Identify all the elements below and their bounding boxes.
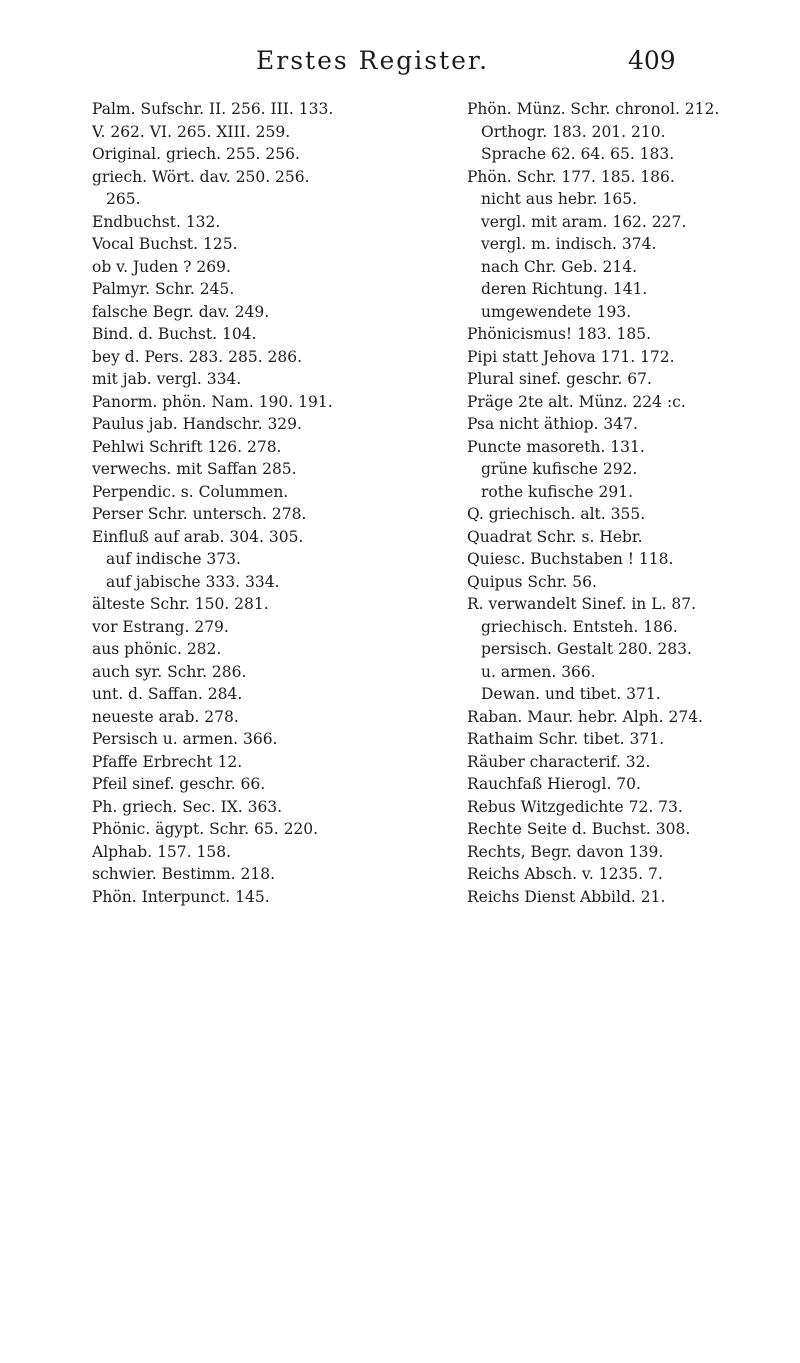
index-entry: vor Estrang. 279.	[92, 617, 229, 636]
index-entry: Phön. Interpunct. 145.	[92, 887, 270, 906]
index-entry: falsche Begr. dav. 249.	[92, 302, 270, 321]
index-entry: 265.	[106, 190, 141, 208]
index-entry: Psa nicht äthiop. 347.	[467, 415, 638, 433]
running-title: Erstes Register.	[256, 46, 490, 75]
index-entry: griech. Wört. dav. 250. 256.	[92, 167, 310, 186]
index-entry: verwechs. mit Saffan 285.	[92, 460, 297, 478]
index-entry: deren Richtung. 141.	[481, 280, 648, 298]
index-entry: nicht aus hebr. 165.	[481, 190, 638, 208]
index-entry: Reichs Dienst Abbild. 21.	[467, 887, 666, 906]
index-entry: Phönicismus! 183. 185.	[467, 325, 652, 343]
index-entry: Endbuchst. 132.	[92, 212, 221, 231]
index-entry: Sprache 62. 64. 65. 183.	[481, 145, 675, 163]
index-entry: Phön. Schr. 177. 185. 186.	[467, 167, 675, 186]
index-entry: Dewan. und tibet. 371.	[481, 685, 661, 703]
index-entry: vergl. m. indisch. 374.	[481, 235, 657, 253]
index-entry: Q. griechisch. alt. 355.	[467, 505, 646, 523]
index-entry: auch syr. Schr. 286.	[92, 662, 247, 681]
index-column-right	[467, 98, 787, 908]
index-entry: Rauchfaß Hierogl. 70.	[467, 775, 641, 793]
index-entry: ob v. Juden ? 269.	[92, 257, 231, 276]
index-entry: Pfeil sinef. geschr. 66.	[92, 775, 266, 793]
index-entry: Quiesc. Buchstaben ! 118.	[467, 550, 674, 568]
index-entry: Ph. griech. Sec. IX. 363.	[92, 797, 283, 816]
index-entry: Bind. d. Buchst. 104.	[92, 325, 257, 343]
index-entry: griechisch. Entsteh. 186.	[481, 617, 678, 636]
index-entry: Palm. Sufschr. II. 256. III. 133.	[92, 100, 334, 118]
index-entry: u. armen. 366.	[481, 662, 596, 681]
index-entry: vergl. mit aram. 162. 227.	[481, 212, 687, 231]
index-entry: persisch. Gestalt 280. 283.	[481, 640, 692, 658]
index-entry: umgewendete 193.	[481, 302, 632, 321]
index-entry: Original. griech. 255. 256.	[92, 145, 300, 163]
index-entry: unt. d. Saffan. 284.	[92, 685, 243, 703]
index-entry: Pfaffe Erbrecht 12.	[92, 752, 243, 771]
index-entry: auf jabische 333. 334.	[106, 572, 280, 591]
index-entry: älteste Schr. 150. 281.	[92, 595, 269, 613]
index-entry: aus phönic. 282.	[92, 640, 222, 658]
index-entry: Präge 2te alt. Münz. 224 :c.	[467, 392, 686, 411]
index-entry: Palmyr. Schr. 245.	[92, 280, 235, 298]
index-entry: mit jab. vergl. 334.	[92, 370, 242, 388]
index-entry: Rechte Seite d. Buchst. 308.	[467, 820, 691, 838]
index-entry: Vocal Buchst. 125.	[92, 235, 238, 253]
index-entry: Pehlwi Schrift 126. 278.	[92, 437, 282, 456]
index-entry: grüne kufische 292.	[481, 460, 638, 478]
index-entry: V. 262. VI. 265. XIII. 259.	[92, 122, 291, 141]
index-entry: neueste arab. 278.	[92, 707, 239, 726]
index-entry: Puncte masoreth. 131.	[467, 437, 645, 456]
running-header	[0, 46, 800, 86]
index-entry: Alphab. 157. 158.	[92, 842, 232, 861]
index-entry: Räuber characterif. 32.	[467, 752, 651, 771]
page-number: 409	[628, 46, 676, 75]
index-entry: Plural sinef. geschr. 67.	[467, 370, 652, 388]
index-entry: Orthogr. 183. 201. 210.	[481, 122, 666, 141]
index-entry: Rathaim Schr. tibet. 371.	[467, 730, 665, 748]
index-entry: Phön. Münz. Schr. chronol. 212.	[467, 100, 720, 118]
index-entry: Pipi statt Jehova 171. 172.	[467, 347, 675, 366]
index-entry: nach Chr. Geb. 214.	[481, 257, 638, 276]
index-entry: Rechts, Begr. davon 139.	[467, 842, 664, 861]
index-entry: R. verwandelt Sinef. in L. 87.	[467, 595, 696, 613]
index-entry: Paulus jab. Handschr. 329.	[92, 415, 302, 433]
index-entry: Quipus Schr. 56.	[467, 572, 597, 591]
index-entry: Persisch u. armen. 366.	[92, 730, 278, 748]
index-entry: rothe kufische 291.	[481, 482, 633, 501]
index-entry: Reichs Absch. v. 1235. 7.	[467, 865, 663, 883]
index-entry: Perser Schr. untersch. 278.	[92, 505, 307, 523]
index-entry: Rebus Witzgedichte 72. 73.	[467, 797, 683, 816]
index-entry: Einfluß auf arab. 304. 305.	[92, 527, 304, 546]
index-entry: Quadrat Schr. s. Hebr.	[467, 527, 643, 546]
index-entry: Phönic. ägypt. Schr. 65. 220.	[92, 820, 319, 838]
index-column-left	[92, 98, 392, 908]
index-entry: bey d. Pers. 283. 285. 286.	[92, 347, 303, 366]
index-entry: Panorm. phön. Nam. 190. 191.	[92, 392, 333, 411]
index-entry: schwier. Bestimm. 218.	[92, 865, 276, 883]
index-entry: Perpendic. s. Colummen.	[92, 482, 289, 501]
index-entry: Raban. Maur. hebr. Alph. 274.	[467, 707, 703, 726]
index-entry: auf indische 373.	[106, 550, 241, 568]
